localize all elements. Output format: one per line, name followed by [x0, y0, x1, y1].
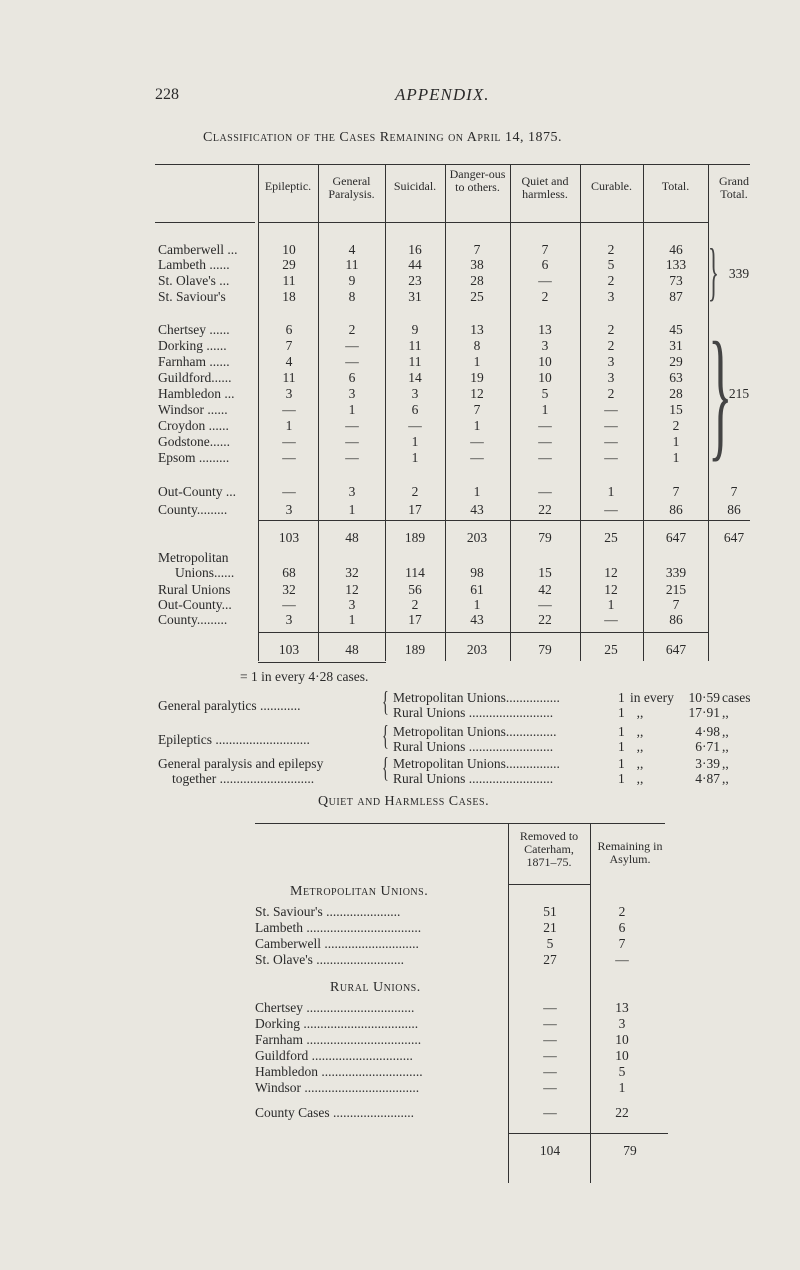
- removed-cell: —: [543, 1016, 557, 1031]
- section-title: Rural Unions.: [330, 980, 421, 995]
- table-cell: —: [604, 434, 618, 449]
- sum-rule: [508, 1133, 668, 1134]
- table-cell: 1: [411, 450, 419, 465]
- row-label: Lambeth ..................................: [255, 920, 422, 935]
- column-header: Remaining in Asylum.: [597, 839, 663, 866]
- row-label: Dorking ..................................: [255, 1016, 419, 1031]
- sum-rule: [258, 520, 750, 521]
- table-cell: —: [345, 450, 359, 465]
- table-cell: —: [408, 418, 422, 433]
- ratio-sep: ,,: [636, 771, 644, 786]
- removed-cell: 5: [546, 936, 554, 951]
- row-label: Godstone......: [158, 434, 230, 449]
- remaining-cell: 22: [615, 1105, 629, 1120]
- removed-cell: 27: [543, 952, 557, 967]
- ratio-sep: ,,: [636, 756, 644, 771]
- removed-cell: —: [543, 1000, 557, 1015]
- ratio-sep: ,,: [636, 705, 644, 720]
- row-label: St. Olave's ...: [158, 273, 230, 288]
- total-cell: 103: [278, 642, 300, 657]
- table-cell: 6: [285, 322, 293, 337]
- table-cell: 12: [604, 565, 618, 580]
- column-header: Epileptic.: [264, 179, 312, 193]
- row-label: Camberwell ............................: [255, 936, 419, 951]
- table-cell: 46: [669, 242, 683, 257]
- table-cell: 8: [348, 289, 356, 304]
- table-cell: 6: [348, 370, 356, 385]
- table-cell: 11: [408, 338, 422, 353]
- table-cell: 28: [470, 273, 484, 288]
- table-cell: 9: [411, 322, 419, 337]
- table-cell: 10: [538, 354, 552, 369]
- ratio-one: 1: [618, 756, 625, 771]
- row-label: County.........: [158, 612, 228, 627]
- table-cell: 3: [285, 502, 293, 517]
- total-cell: 647: [665, 530, 687, 545]
- total-cell: 25: [604, 530, 618, 545]
- ratio-union: Metropolitan Unions...............: [393, 724, 557, 739]
- table-cell: 17: [408, 612, 422, 627]
- table-cell: 3: [607, 354, 615, 369]
- table-cell: 23: [408, 273, 422, 288]
- removed-cell: 51: [543, 904, 557, 919]
- table-cell: —: [470, 450, 484, 465]
- table-cell: 1: [285, 418, 293, 433]
- table-cell: 4: [285, 354, 293, 369]
- table-cell: 1: [473, 418, 481, 433]
- table-cell: 44: [408, 257, 422, 272]
- row-label: St. Olave's ..........................: [255, 952, 405, 967]
- grand-total-cell: 7: [730, 484, 738, 499]
- table-cell: 1: [348, 402, 356, 417]
- table-cell: 15: [669, 402, 683, 417]
- group-brace: }: [708, 312, 733, 474]
- table-cell: 3: [285, 612, 293, 627]
- table-cell: 2: [348, 322, 356, 337]
- running-title: APPENDIX.: [395, 85, 490, 104]
- table-cell: 31: [408, 289, 422, 304]
- row-label: Chertsey ................................: [255, 1000, 415, 1015]
- total-cell: 79: [538, 530, 552, 545]
- page-number: 228: [155, 86, 179, 103]
- remaining-cell: 5: [618, 1064, 626, 1079]
- ratio-value: 6·71: [695, 739, 720, 754]
- table-cell: 45: [669, 322, 683, 337]
- total-cell: 203: [466, 530, 488, 545]
- table-cell: 3: [541, 338, 549, 353]
- ratio-unit: ,,: [722, 756, 729, 771]
- table-cell: 13: [470, 322, 484, 337]
- ratio-label: together ............................: [172, 771, 315, 786]
- table-cell: 29: [669, 354, 683, 369]
- total-cell: 79: [538, 642, 552, 657]
- grand-total-cell: 215: [728, 386, 750, 401]
- row-label: St. Saviour's ......................: [255, 904, 401, 919]
- table-cell: —: [538, 484, 552, 499]
- ratio-union: Metropolitan Unions................: [393, 690, 560, 705]
- table-cell: —: [538, 418, 552, 433]
- table-cell: 98: [470, 565, 484, 580]
- table-cell: 7: [672, 597, 680, 612]
- table-cell: 1: [607, 597, 615, 612]
- table-cell: —: [470, 434, 484, 449]
- sum-rule: [258, 632, 708, 633]
- row-label: Metropolitan: [158, 550, 229, 565]
- table-cell: 29: [282, 257, 296, 272]
- remaining-cell: 3: [618, 1016, 626, 1031]
- table-cell: 1: [672, 434, 680, 449]
- table-cell: —: [282, 597, 296, 612]
- table-cell: 19: [470, 370, 484, 385]
- table-cell: 1: [672, 450, 680, 465]
- table-cell: —: [538, 450, 552, 465]
- table-cell: 2: [607, 273, 615, 288]
- table-cell: 3: [607, 289, 615, 304]
- table-cell: 7: [672, 484, 680, 499]
- ratio-label: General paralytics ............: [158, 697, 301, 713]
- table-cell: 1: [411, 434, 419, 449]
- ratio-value: 4·98: [695, 724, 720, 739]
- table-cell: —: [604, 612, 618, 627]
- table-cell: 86: [669, 502, 683, 517]
- ratio-one: 1: [618, 690, 625, 705]
- ratio-sep: ,,: [636, 724, 644, 739]
- total-cell: 189: [404, 642, 426, 657]
- table-cell: 9: [348, 273, 356, 288]
- table-cell: 3: [348, 484, 356, 499]
- table-cell: 6: [411, 402, 419, 417]
- table-cell: 11: [345, 257, 359, 272]
- ratio-label: Epileptics ............................: [158, 731, 310, 747]
- ratio-union: Rural Unions .........................: [393, 705, 554, 720]
- table-cell: 12: [345, 582, 359, 597]
- table-cell: 2: [411, 597, 419, 612]
- table-cell: 2: [672, 418, 680, 433]
- table-cell: 42: [538, 582, 552, 597]
- ratio-unit: ,,: [722, 771, 729, 786]
- table-cell: 2: [607, 386, 615, 401]
- section-title: Metropolitan Unions.: [290, 884, 429, 899]
- table-cell: 22: [538, 612, 552, 627]
- ratio-sep: ,,: [636, 739, 644, 754]
- table-cell: 7: [285, 338, 293, 353]
- table-cell: 17: [408, 502, 422, 517]
- row-label: St. Saviour's: [158, 289, 226, 304]
- table-cell: 22: [538, 502, 552, 517]
- removed-cell: 21: [543, 920, 557, 935]
- removed-cell: —: [543, 1080, 557, 1095]
- ratio-unit: ,,: [722, 739, 729, 754]
- removed-cell: —: [543, 1105, 557, 1120]
- table-cell: 339: [665, 565, 687, 580]
- row-label: Out-County...: [158, 597, 232, 612]
- row-label: County Cases ........................: [255, 1105, 415, 1120]
- total-cell: 48: [345, 530, 359, 545]
- row-label: Hambledon ...: [158, 386, 235, 401]
- remaining-cell: 1: [618, 1080, 626, 1095]
- remaining-cell: 10: [615, 1032, 629, 1047]
- table-cell: 56: [408, 582, 422, 597]
- table-cell: 6: [541, 257, 549, 272]
- table-cell: 1: [473, 597, 481, 612]
- remaining-cell: 10: [615, 1048, 629, 1063]
- table2-title: Quiet and Harmless Cases.: [318, 794, 490, 809]
- table-cell: —: [345, 434, 359, 449]
- table-cell: 114: [405, 565, 425, 580]
- column-header: Removed to Caterham, 1871–75.: [519, 829, 579, 869]
- ratio-union: Metropolitan Unions................: [393, 756, 560, 771]
- row-label: Unions......: [175, 565, 235, 580]
- ratio-value: 4·87: [695, 771, 720, 786]
- column-rule: [445, 165, 446, 661]
- table-cell: —: [604, 418, 618, 433]
- table-cell: 5: [541, 386, 549, 401]
- table-top-rule: [155, 164, 750, 165]
- ratio-brace: {: [382, 753, 389, 784]
- row-label: Rural Unions: [158, 582, 231, 597]
- remaining-cell: 6: [618, 920, 626, 935]
- ratio-one: 1: [618, 705, 625, 720]
- table-cell: —: [282, 484, 296, 499]
- row-label: Out-County ...: [158, 484, 237, 499]
- column-rule: [590, 823, 591, 1183]
- column-rule: [508, 823, 509, 1183]
- table-cell: 1: [607, 484, 615, 499]
- grand-total-cell: 86: [727, 502, 741, 517]
- table-cell: —: [282, 434, 296, 449]
- table-cell: 2: [607, 242, 615, 257]
- table-cell: 215: [665, 582, 687, 597]
- row-label: Farnham ..................................: [255, 1032, 422, 1047]
- ratio-sep: in every: [630, 690, 674, 705]
- ratio-label: General paralysis and epilepsy: [158, 756, 324, 771]
- row-label: Windsor ......: [158, 402, 228, 417]
- table-cell: 2: [607, 338, 615, 353]
- table-cell: 73: [669, 273, 683, 288]
- table-cell: 87: [669, 289, 683, 304]
- table-cell: 13: [538, 322, 552, 337]
- table-cell: 32: [345, 565, 359, 580]
- ratio-union: Rural Unions .........................: [393, 771, 554, 786]
- table-cell: 8: [473, 338, 481, 353]
- column-header: Curable.: [591, 179, 632, 193]
- table-cell: 11: [282, 273, 296, 288]
- removed-cell: —: [543, 1048, 557, 1063]
- table-cell: 43: [470, 502, 484, 517]
- column-header: Danger-ous to others.: [449, 167, 506, 194]
- table-cell: 1: [348, 612, 356, 627]
- table-cell: 3: [348, 597, 356, 612]
- table-cell: 14: [408, 370, 422, 385]
- column-header: Total.: [661, 179, 690, 193]
- row-label: Windsor ..................................: [255, 1080, 420, 1095]
- row-label: Camberwell ...: [158, 242, 238, 257]
- table-cell: 1: [348, 502, 356, 517]
- total-cell: 103: [278, 530, 300, 545]
- table-cell: 7: [473, 402, 481, 417]
- table-cell: 1: [541, 402, 549, 417]
- table-cell: 12: [470, 386, 484, 401]
- table-cell: 4: [348, 242, 356, 257]
- remaining-cell: 7: [618, 936, 626, 951]
- total-cell: 647: [665, 642, 687, 657]
- table-cell: 3: [607, 370, 615, 385]
- total-cell: 25: [604, 642, 618, 657]
- table-cell: 7: [473, 242, 481, 257]
- table-cell: 3: [285, 386, 293, 401]
- ratio-unit: ,,: [722, 724, 729, 739]
- ratio-one: 1: [618, 771, 625, 786]
- table-cell: 1: [473, 484, 481, 499]
- table-cell: 16: [408, 242, 422, 257]
- row-label: County.........: [158, 502, 228, 517]
- table-cell: —: [538, 273, 552, 288]
- table-cell: —: [538, 434, 552, 449]
- table2-top-rule: [255, 823, 665, 824]
- table-cell: 28: [669, 386, 683, 401]
- table-cell: 3: [411, 386, 419, 401]
- table-cell: 18: [282, 289, 296, 304]
- table-cell: —: [345, 418, 359, 433]
- column-rule: [510, 165, 511, 661]
- removed-cell: —: [543, 1032, 557, 1047]
- row-label: Farnham ......: [158, 354, 230, 369]
- ratio-union: Rural Unions .........................: [393, 739, 554, 754]
- table-cell: —: [604, 402, 618, 417]
- table-cell: 133: [665, 257, 687, 272]
- table1-title: Classification of the Cases Remaining on April 14, 1875.: [203, 130, 563, 145]
- total-cell: 203: [466, 642, 488, 657]
- row-label: Chertsey ......: [158, 322, 230, 337]
- removed-cell: —: [543, 1064, 557, 1079]
- ratio-one: 1: [618, 724, 625, 739]
- column-header: Quiet and harmless.: [521, 174, 569, 201]
- table-cell: 5: [607, 257, 615, 272]
- table-cell: —: [345, 338, 359, 353]
- row-label: Epsom .........: [158, 450, 230, 465]
- ratio-brace: {: [382, 687, 389, 718]
- table-cell: 32: [282, 582, 296, 597]
- table-cell: —: [345, 354, 359, 369]
- table-cell: 31: [669, 338, 683, 353]
- ratio-unit: cases: [722, 690, 751, 705]
- column-header: Suicidal.: [393, 179, 437, 193]
- total-remaining: 79: [623, 1143, 637, 1158]
- grand-total-cell: 339: [728, 265, 750, 281]
- row-label: Lambeth ......: [158, 257, 230, 272]
- ratio-value: 17·91: [688, 705, 720, 720]
- table-cell: 2: [607, 322, 615, 337]
- table-cell: 10: [282, 242, 296, 257]
- table-cell: 10: [538, 370, 552, 385]
- header-rule: [508, 884, 590, 885]
- table-cell: 15: [538, 565, 552, 580]
- row-label: Guildford ..............................: [255, 1048, 413, 1063]
- total-cell: 647: [723, 530, 745, 545]
- table-cell: 43: [470, 612, 484, 627]
- table-cell: 11: [408, 354, 422, 369]
- table-cell: —: [538, 597, 552, 612]
- table-cell: 2: [411, 484, 419, 499]
- table-cell: 63: [669, 370, 683, 385]
- under-bracket: [258, 662, 386, 663]
- header-rule: [155, 222, 255, 223]
- table-cell: 25: [470, 289, 484, 304]
- ratio-brace: {: [382, 721, 389, 752]
- row-label: Croydon ......: [158, 418, 229, 433]
- ratio-value: 3·39: [695, 756, 720, 771]
- table-cell: —: [604, 502, 618, 517]
- table-cell: 3: [348, 386, 356, 401]
- table-cell: 2: [541, 289, 549, 304]
- table-cell: 11: [282, 370, 296, 385]
- remaining-cell: 13: [615, 1000, 629, 1015]
- remaining-cell: —: [615, 952, 629, 967]
- ratio-note: = 1 in every 4·28 cases.: [240, 669, 369, 684]
- table-cell: 12: [604, 582, 618, 597]
- row-label: Dorking ......: [158, 338, 227, 353]
- table-cell: 38: [470, 257, 484, 272]
- total-removed: 104: [539, 1143, 561, 1158]
- remaining-cell: 2: [618, 904, 626, 919]
- ratio-unit: ,,: [722, 705, 729, 720]
- row-label: Hambledon ..............................: [255, 1064, 423, 1079]
- table-cell: 86: [669, 612, 683, 627]
- table-cell: —: [282, 450, 296, 465]
- table-cell: —: [604, 450, 618, 465]
- column-header: Grand Total.: [719, 174, 749, 201]
- ratio-value: 10·59: [688, 690, 720, 705]
- column-rule: [643, 165, 644, 661]
- total-cell: 189: [404, 530, 426, 545]
- table-cell: 68: [282, 565, 296, 580]
- table-cell: —: [282, 402, 296, 417]
- table-cell: 61: [470, 582, 484, 597]
- total-cell: 48: [345, 642, 359, 657]
- table-cell: 7: [541, 242, 549, 257]
- group-brace: }: [708, 236, 719, 308]
- table-cell: 1: [473, 354, 481, 369]
- header-rule: [258, 222, 708, 223]
- row-label: Guildford......: [158, 370, 232, 385]
- column-header: General Paralysis.: [328, 174, 375, 201]
- ratio-one: 1: [618, 739, 625, 754]
